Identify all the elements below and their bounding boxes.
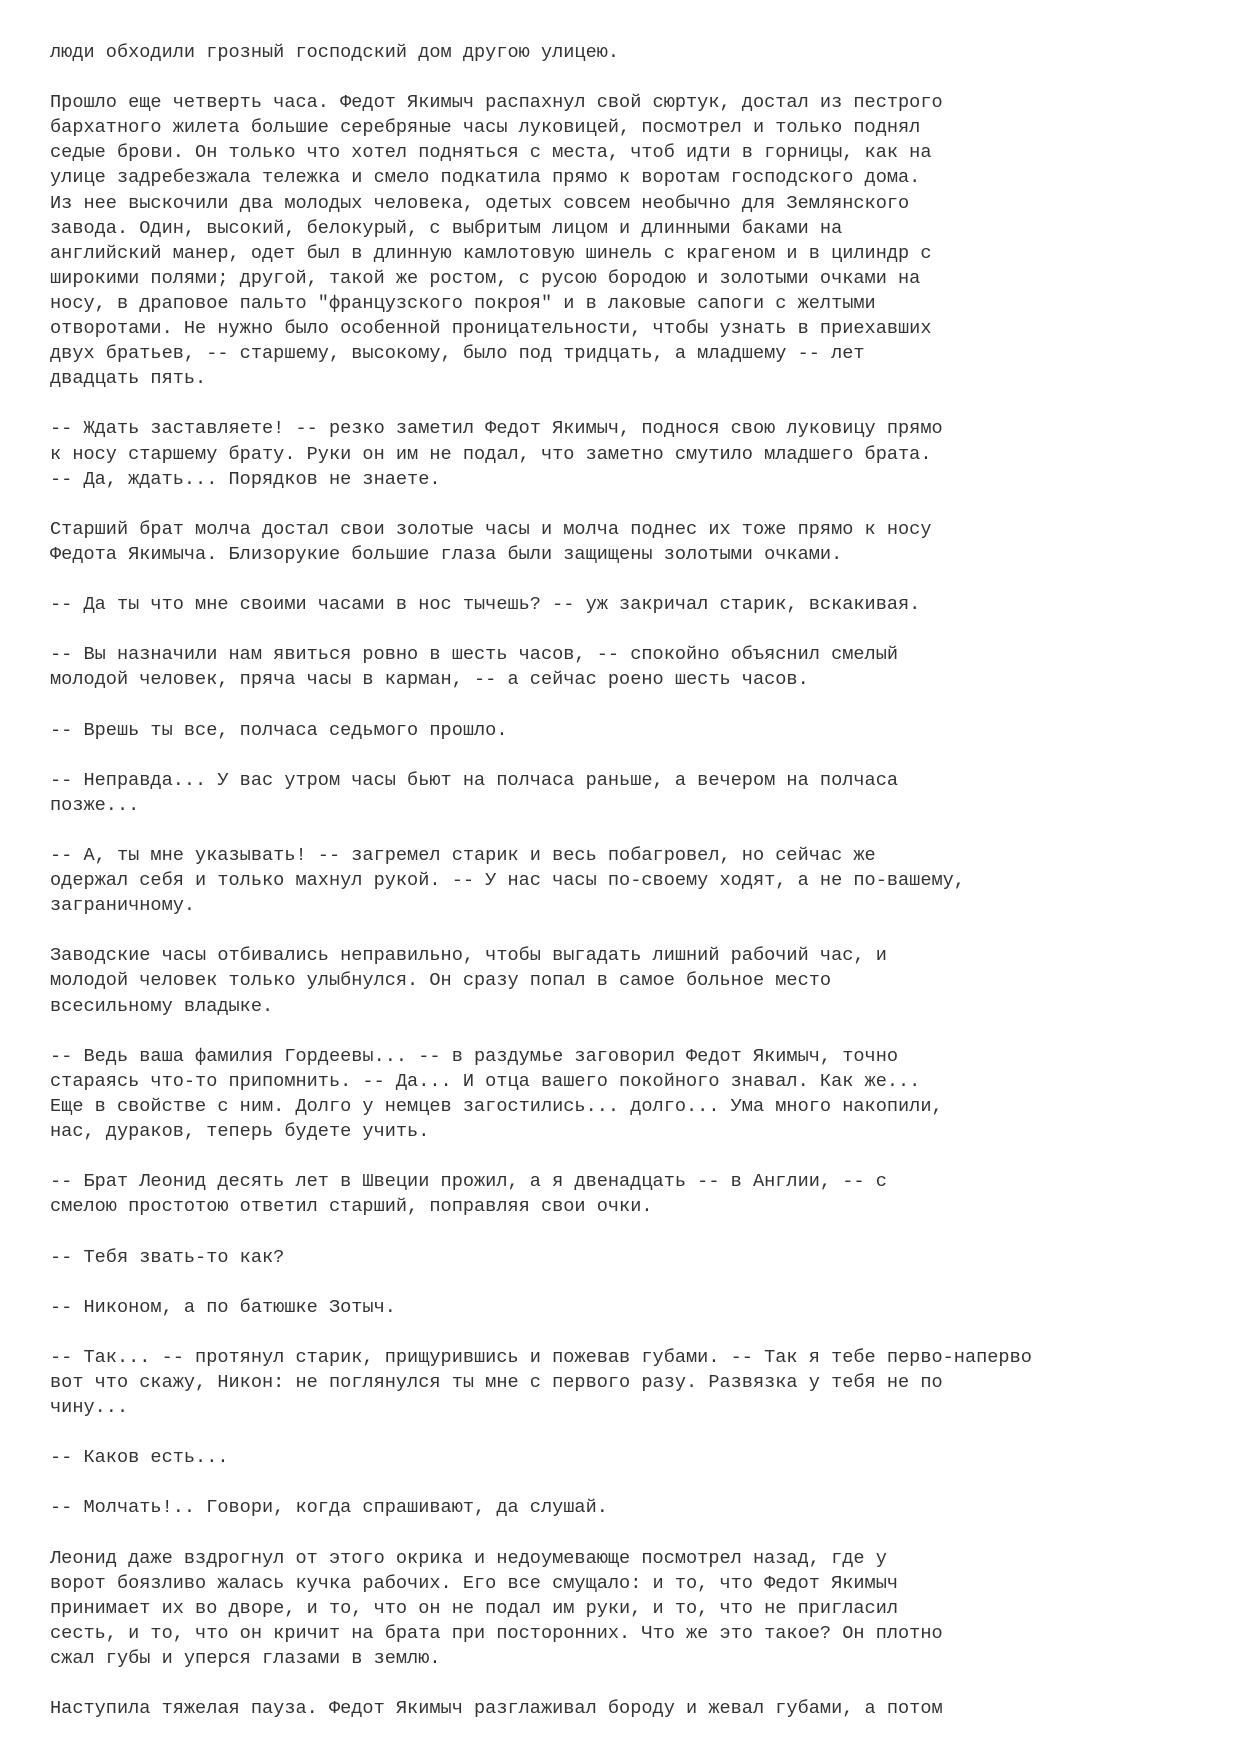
paragraph: -- Врешь ты все, полчаса седьмого прошло.: [50, 719, 508, 741]
paragraph: -- Ведь ваша фамилия Гордеевы... -- в раздумье заговорил Федот Якимыч, точно стараясь что-то припомнить. -- Да... И отца вашего покойного знавал. Как же... Еще в свойстве с ним. Долго у немцев загостились... долго... Ума много накопили, нас, дураков, теперь будете учить.: [50, 1045, 943, 1143]
paragraph: Заводские часы отбивались неправильно, чтобы выгадать лишний рабочий час, и молодой человек только улыбнулся. Он сразу попал в самое больное место всесильному владыке.: [50, 945, 887, 1017]
paragraph: Наступила тяжелая пауза. Федот Якимыч разглаживал бороду и жевал губами, а потом: [50, 1698, 943, 1720]
paragraph: -- Да ты что мне своими часами в нос тычешь? -- уж закричал старик, вскакивая.: [50, 594, 921, 616]
paragraph: -- Тебя звать-то как?: [50, 1246, 285, 1268]
paragraph: -- Вы назначили нам явиться ровно в шесть часов, -- спокойно объяснил смелый молодой человек, пряча часы в карман, -- а сейчас роено шесть часов.: [50, 644, 899, 691]
paragraph: -- Брат Леонид десять лет в Швеции прожил, а я двенадцать -- в Англии, -- с смелою простотою ответил старший, поправляя свои очки.: [50, 1171, 887, 1218]
paragraph: -- Так... -- протянул старик, прищурившись и пожевав губами. -- Так я тебе перво-наперво вот что скажу, Никон: не поглянулся ты мне с первого разу. Развязка у тебя не по чину...: [50, 1346, 1032, 1419]
paragraph: -- Ждать заставляете! -- резко заметил Федот Якимыч, поднося свою луковицу прямо к носу старшему брату. Руки он им не подал, что заметно смутило младшего брата. -- Да, ждать... Порядков не знаете.: [50, 418, 943, 490]
paragraph: Леонид даже вздрогнул от этого окрика и недоумевающе посмотрел назад, где у ворот боязливо жалась кучка рабочих. Его все смущало: и то, что Федот Якимыч принимает их во дворе, и то, что он не подал им руки, и то, что не пригласил сесть, и то, что он кричит на брата при посторонних. Что же это такое? Он плотно сжал губы и уперся глазами в землю.: [50, 1547, 943, 1669]
paragraph: -- Неправда... У вас утром часы бьют на полчаса раньше, а вечером на полчаса позже...: [50, 769, 899, 816]
paragraph: -- Молчать!.. Говори, когда спрашивают, да слушай.: [50, 1497, 608, 1519]
paragraph: -- Никоном, а по батюшке Зотыч.: [50, 1296, 396, 1318]
paragraph: люди обходили грозный господский дом другою улицею.: [50, 42, 620, 63]
paragraph: Прошло еще четверть часа. Федот Якимыч распахнул свой сюртук, достал из пестрого бархатного жилета большие серебряные часы луковицей, посмотрел и только поднял седые брови. Он только что хотел подняться с места, чтоб идти в горницы, как на улице задребезжала тележка и смело подкатила прямо к воротам господского дома. Из нее выскочили два молодых человека, одетых совсем необычно для Землянского завода. Один, высокий, белокурый, с выбритым лицом и длинными баками на английский манер, одет был в длинную камлотовую шинель с крагеном и в цилиндр с широкими полями; другой, такой же ростом, с русою бородою и золотыми очками на носу, в драповое пальто "французского покроя" и в лаковые сапоги с желтыми отворотами. Не нужно было особенной проницательности, чтобы узнать в приехавших двух братьев, -- старшему, высокому, было под тридцать, а младшему -- лет двадцать пять.: [50, 92, 943, 390]
paragraph: Старший брат молча достал свои золотые часы и молча поднес их тоже прямо к носу Федота Якимыча. Близорукие большие глаза были защищены золотыми очками.: [50, 518, 932, 565]
paragraph: -- А, ты мне указывать! -- загремел старик и весь побагровел, но сейчас же одержал себя и только махнул рукой. -- У нас часы по-своему ходят, а не по-вашему, заграничному.: [50, 845, 965, 917]
paragraph: -- Каков есть...: [50, 1447, 229, 1469]
document-page: [50, 40, 1230, 1721]
